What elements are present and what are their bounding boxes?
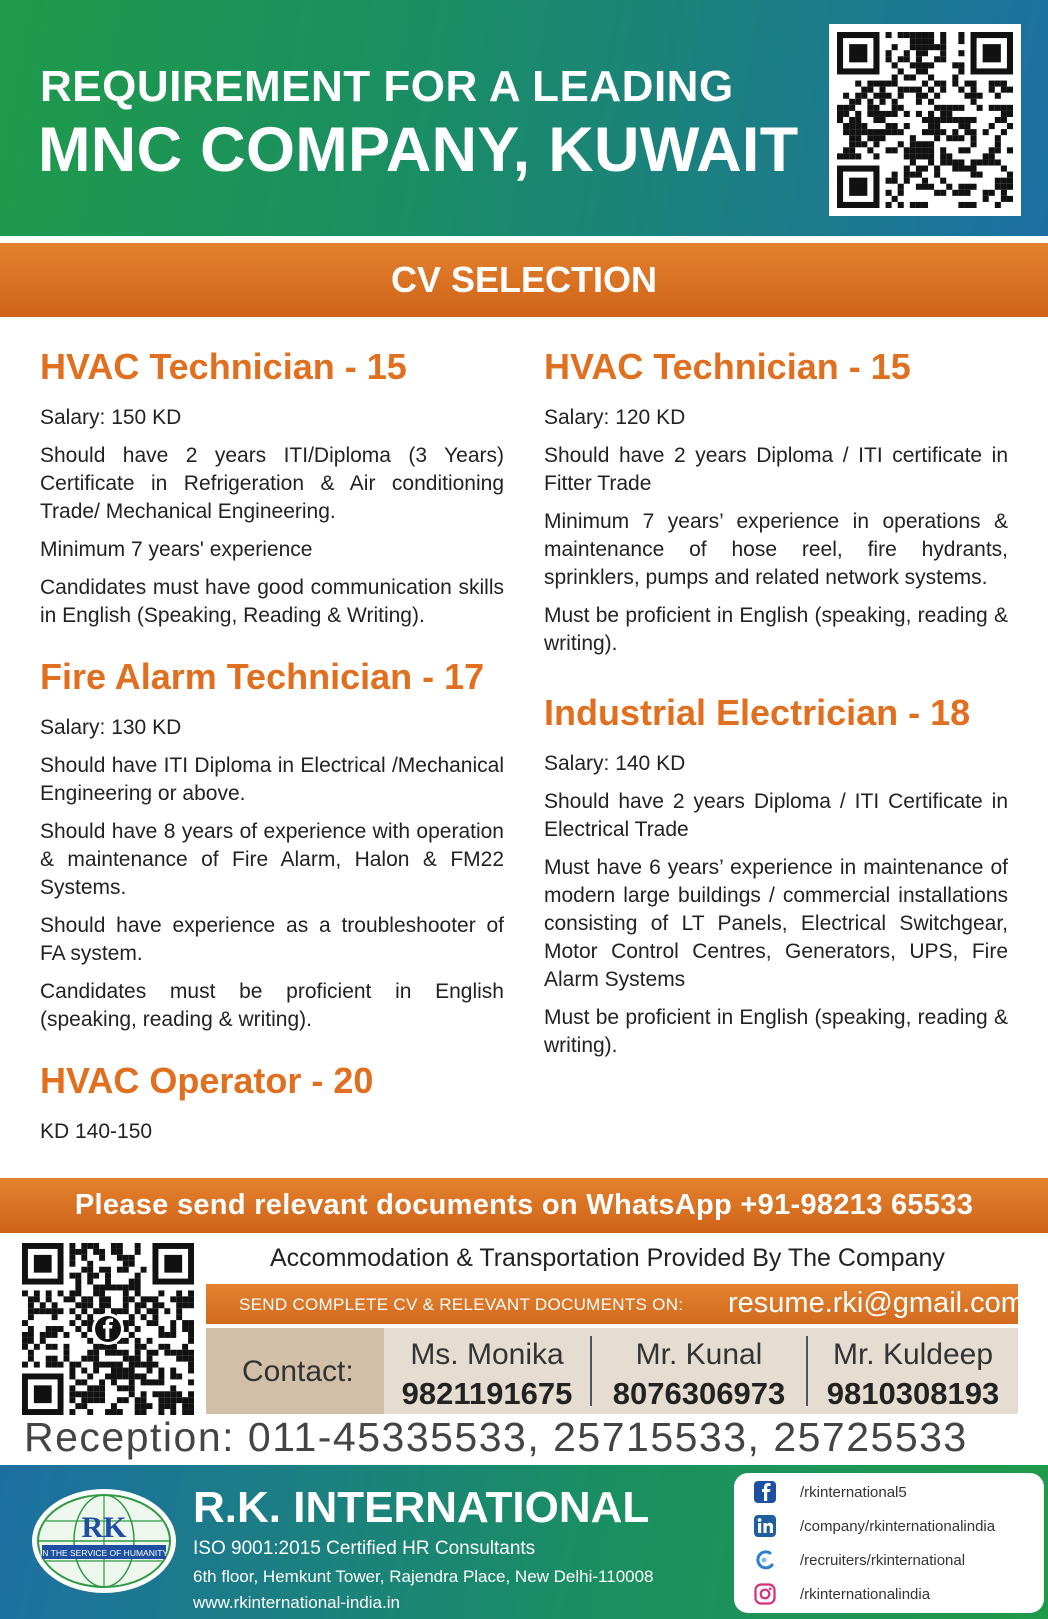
job-fire-alarm-technician [40,656,504,1034]
header-line-2: MNC COMPANY, KUWAIT [38,115,799,185]
contact-person [592,1328,806,1414]
logo-motto: IN THE SERVICE OF HUMANITY [39,1548,169,1558]
job-requirement: Minimum 7 years' experience [40,538,313,561]
contact-label-box [206,1328,384,1414]
header-line-1: REQUIREMENT FOR A LEADING [40,62,734,111]
job-requirement: Should have 2 years Diploma / ITI certificate in Fitter Trade [544,444,1008,495]
social-link-naukri[interactable] [754,1545,966,1575]
contact-person [808,1328,1018,1414]
contact-name: Mr. Kuldeep [832,1338,994,1371]
social-links-panel [734,1473,1044,1613]
header-banner [0,0,1048,236]
job-title: Industrial Electrician - 18 [544,692,971,733]
job-salary: Salary: 130 KD [40,716,182,739]
reception-numbers: Reception: 011-45335533, 25715533, 25725533 [24,1414,968,1460]
job-title: HVAC Technician - 15 [40,346,407,387]
logo-letters: RK [81,1511,127,1544]
social-text: /rkinternationalindia [800,1585,931,1603]
cv-send-bar [206,1284,1025,1324]
naukri-icon [754,1549,776,1571]
contact-name: Ms. Monika [410,1338,564,1371]
website-link[interactable]: www.rkinternational-india.in [193,1593,400,1612]
job-salary: Salary: 120 KD [544,406,686,429]
company-address: 6th floor, Hemkunt Tower, Rajendra Place, New Delhi-110008 [193,1567,654,1586]
job-hvac-technician-left [40,346,504,630]
job-industrial-electrician [544,692,1008,1060]
social-link-facebook[interactable] [754,1477,907,1507]
job-requirement: Candidates must be proficient in English (speaking, reading & writing). [40,980,504,1031]
job-salary: Salary: 140 KD [544,752,686,775]
contact-person [384,1328,590,1414]
contact-panel [206,1328,1018,1414]
job-hvac-technician-right [544,346,1008,658]
contact-name: Mr. Kunal [635,1338,763,1371]
whatsapp-banner[interactable]: Please send relevant documents on WhatsApp +91-98213 65533 [0,1178,1048,1233]
job-requirement: Minimum 7 years’ experience in operations & maintenance of hose reel, fire hydrants, sprinklers, pumps and related network systems. [544,510,1008,589]
email-link[interactable]: resume.rki@gmail.com [728,1287,1025,1319]
job-requirement: Candidates must have good communication skills in English (Speaking, Reading & Writing). [40,576,504,627]
qr-code-facebook[interactable] [22,1243,194,1415]
jobs-left-column [40,346,504,1172]
contact-label: Contact: [242,1355,354,1388]
cv-send-label: SEND COMPLETE CV & RELEVANT DOCUMENTS ON: [239,1295,684,1314]
job-requirement: Must be proficient in English (speaking, reading & writing). [544,604,1008,655]
company-name: R.K. INTERNATIONAL [193,1483,650,1532]
linkedin-icon [754,1515,776,1537]
job-title: HVAC Operator - 20 [40,1060,374,1101]
iso-certification: ISO 9001:2015 Certified HR Consultants [193,1538,536,1559]
contact-phone[interactable]: 9810308193 [826,1376,1000,1411]
job-salary: Salary: 150 KD [40,406,182,429]
job-requirement: Should have 2 years Diploma / ITI Certificate in Electrical Trade [544,790,1008,841]
instagram-icon [754,1583,776,1605]
job-salary: KD 140-150 [40,1120,153,1143]
social-link-instagram[interactable] [754,1579,931,1609]
company-logo [28,1485,180,1597]
job-requirement: Should have 8 years of experience with operation & maintenance of Fire Alarm, Halon & FM22 Systems. [40,820,504,899]
qr-code-icon [837,32,1013,208]
footer [0,1465,1048,1619]
job-hvac-operator [40,1060,504,1146]
social-link-linkedin[interactable] [754,1511,996,1541]
job-requirement: Should have experience as a troubleshooter of FA system. [40,914,504,965]
social-text: /rkinternational5 [800,1483,907,1501]
facebook-icon [754,1481,776,1503]
qr-code-top[interactable] [829,24,1021,216]
social-text: /company/rkinternationalindia [800,1517,996,1535]
section-title: CV SELECTION [0,243,1048,317]
social-text: /recruiters/rkinternational [800,1551,966,1569]
job-requirement: Must have 6 years’ experience in maintenance of modern large buildings / commercial installations consisting of LT Panels, Electrical Switchgear, Motor Control Centres, Generators, UPS, Fire Alarm Systems [544,856,1008,991]
job-requirement: Should have 2 years ITI/Diploma (3 Years) Certificate in Refrigeration & Air conditioning Trade/ Mechanical Engineering. [40,444,504,523]
facebook-icon [91,1312,125,1346]
contact-phone[interactable]: 9821191675 [401,1376,573,1411]
job-title: Fire Alarm Technician - 17 [40,656,485,697]
job-requirement: Should have ITI Diploma in Electrical /Mechanical Engineering or above. [40,754,504,805]
accommodation-note: Accommodation & Transportation Provided By The Company [270,1244,945,1272]
job-title: HVAC Technician - 15 [544,346,911,387]
jobs-right-column [544,346,1008,1094]
job-requirement: Must be proficient in English (speaking, reading & writing). [544,1006,1008,1057]
contact-phone[interactable]: 8076306973 [612,1376,786,1411]
